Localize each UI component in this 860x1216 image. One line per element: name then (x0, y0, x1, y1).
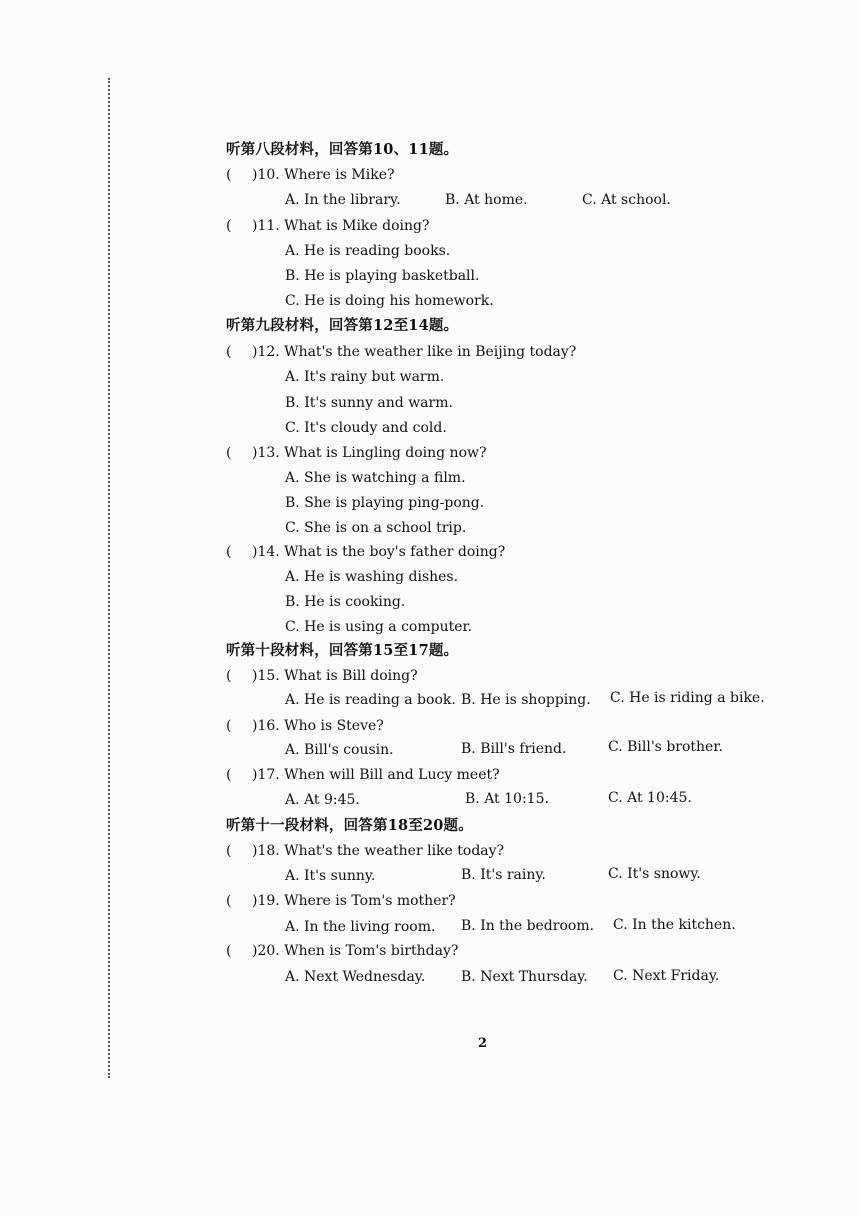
answer-paren: ( (226, 445, 232, 461)
answer-paren: ( (226, 843, 232, 859)
option-a: A. He is reading a book. (285, 692, 456, 708)
option-c: C. Next Friday. (613, 968, 720, 984)
option-c: C. He is riding a bike. (610, 690, 765, 706)
option-c: C. In the kitchen. (613, 917, 736, 933)
option-c: C. At school. (582, 192, 671, 208)
option-c: C. At 10:45. (608, 790, 692, 806)
question-text: )12. What's the weather like in Beijing today? (252, 344, 577, 360)
option-a: A. Bill's cousin. (285, 742, 394, 758)
option-a: A. She is watching a film. (285, 470, 466, 486)
section-heading: 听第九段材料，回答第12至14题。 (226, 317, 459, 334)
option-a: A. It's rainy but warm. (285, 369, 445, 385)
question-text: )20. When is Tom's birthday? (252, 943, 459, 959)
page-number: 2 (478, 1036, 488, 1051)
answer-paren: ( (226, 943, 232, 959)
answer-paren: ( (226, 767, 232, 783)
answer-paren: ( (226, 668, 232, 684)
question-text: )13. What is Lingling doing now? (252, 445, 487, 461)
section-heading: 听第八段材料，回答第10、11题。 (226, 141, 459, 158)
answer-paren: ( (226, 344, 232, 360)
question-text: )11. What is Mike doing? (252, 218, 430, 234)
option-a: A. At 9:45. (285, 792, 360, 808)
section-heading: 听第十一段材料，回答第18至20题。 (226, 817, 473, 834)
question-text: )18. What's the weather like today? (252, 843, 505, 859)
option-b: B. He is shopping. (461, 692, 591, 708)
option-a: A. He is reading books. (285, 243, 451, 259)
option-c: C. He is doing his homework. (285, 293, 494, 309)
question-text: )19. Where is Tom's mother? (252, 893, 456, 909)
option-b: B. At home. (445, 192, 528, 208)
option-a: A. In the library. (285, 192, 401, 208)
option-b: B. He is playing basketball. (285, 268, 480, 284)
option-b: B. In the bedroom. (461, 918, 595, 934)
question-text: )14. What is the boy's father doing? (252, 544, 506, 560)
option-b: B. He is cooking. (285, 594, 406, 610)
option-b: B. Next Thursday. (461, 969, 588, 985)
option-a: A. He is washing dishes. (285, 569, 459, 585)
option-a: A. Next Wednesday. (285, 969, 426, 985)
option-b: B. It's rainy. (461, 867, 546, 883)
option-b: B. At 10:15. (465, 791, 549, 807)
answer-paren: ( (226, 718, 232, 734)
option-a: A. In the living room. (285, 919, 436, 935)
answer-paren: ( (226, 167, 232, 183)
option-a: A. It's sunny. (285, 868, 376, 884)
question-text: )16. Who is Steve? (252, 718, 384, 734)
answer-paren: ( (226, 544, 232, 560)
option-c: C. She is on a school trip. (285, 520, 467, 536)
question-text: )10. Where is Mike? (252, 167, 395, 183)
option-c: C. He is using a computer. (285, 619, 473, 635)
option-c: C. Bill's brother. (608, 739, 723, 755)
option-b: B. She is playing ping-pong. (285, 495, 485, 511)
option-c: C. It's cloudy and cold. (285, 420, 447, 436)
question-text: )15. What is Bill doing? (252, 668, 418, 684)
section-heading: 听第十段材料，回答第15至17题。 (226, 642, 459, 659)
option-c: C. It's snowy. (608, 866, 701, 882)
question-text: )17. When will Bill and Lucy meet? (252, 767, 500, 783)
answer-paren: ( (226, 218, 232, 234)
option-b: B. Bill's friend. (461, 741, 567, 757)
answer-paren: ( (226, 893, 232, 909)
binding-dotted-line (108, 78, 110, 1078)
option-b: B. It's sunny and warm. (285, 395, 453, 411)
